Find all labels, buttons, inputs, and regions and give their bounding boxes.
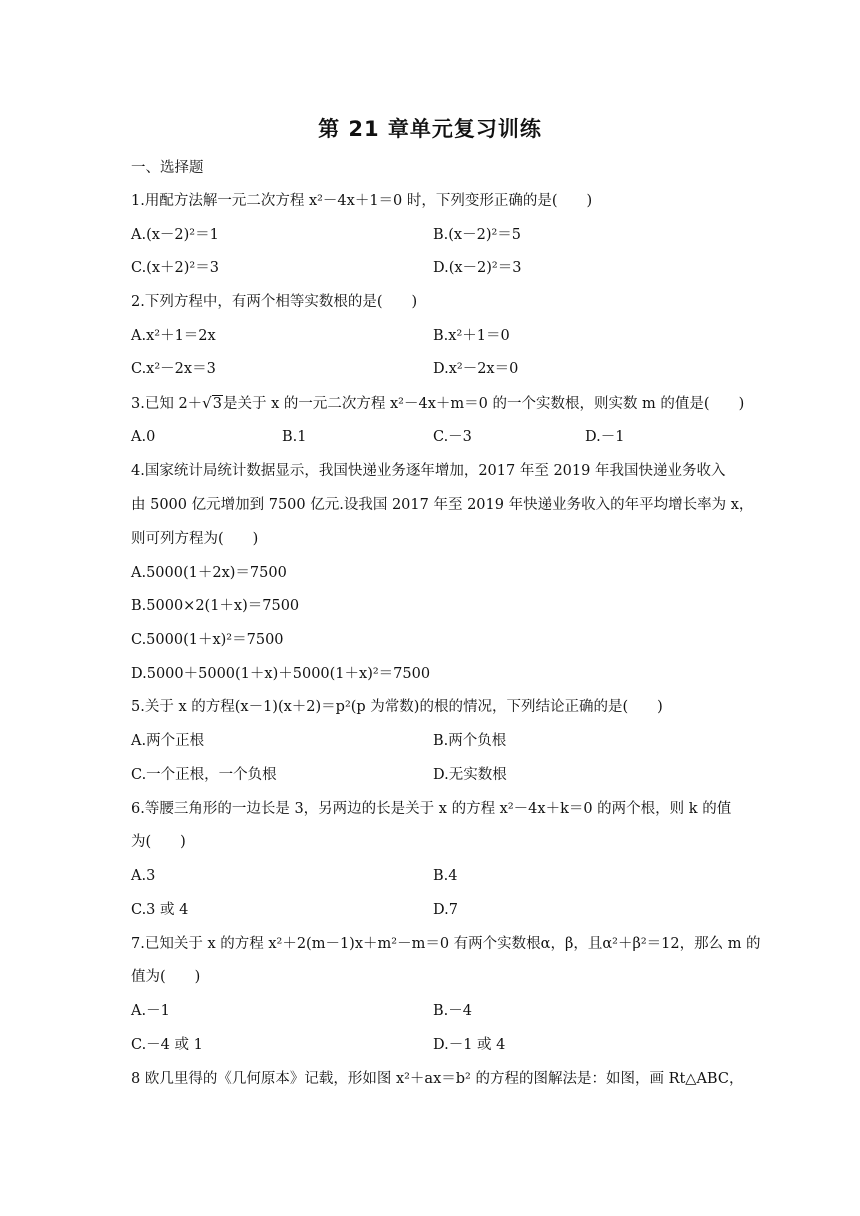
question-6-option-a: A.3	[131, 868, 156, 884]
page-title: 第 21 章单元复习训练	[318, 117, 542, 141]
question-7-option-d: D.－1 或 4	[433, 1037, 506, 1053]
question-6-option-c: C.3 或 4	[131, 902, 189, 918]
question-8-line-1: 8 欧几里得的《几何原本》记载，形如图 x²＋ax＝b² 的方程的图解法是：如图，画 Rt△ABC，	[131, 1071, 744, 1087]
question-7-option-b: B.－4	[433, 1003, 472, 1019]
question-5-stem: 5.关于 x 的方程(x－1)(x＋2)＝p²(p 为常数)的根的情况，下列结论正确的是( )	[131, 699, 663, 715]
question-6-line-2: 为( )	[131, 834, 186, 850]
question-2-option-d: D.x²－2x＝0	[433, 361, 519, 377]
question-2-stem: 2.下列方程中，有两个相等实数根的是( )	[131, 294, 418, 310]
square-root	[202, 393, 223, 414]
radical-sign-icon: √	[202, 394, 212, 412]
question-6-line-1: 6.等腰三角形的一边长是 3，另两边的长是关于 x 的方程 x²－4x＋k＝0 的两个根，则 k 的值	[131, 801, 732, 817]
question-3-stem	[131, 393, 744, 414]
question-4-option-d: D.5000＋5000(1＋x)＋5000(1＋x)²＝7500	[131, 666, 431, 682]
question-4-line-1: 4.国家统计局统计数据显示，我国快递业务逐年增加，2017 年至 2019 年我国快递业务收入	[131, 463, 726, 479]
question-3-option-c: C.－3	[433, 429, 472, 445]
question-7-line-1: 7.已知关于 x 的方程 x²＋2(m－1)x＋m²－m＝0 有两个实数根α，β，且α²＋β²＝12，那么 m 的	[131, 936, 761, 952]
question-2-option-b: B.x²＋1＝0	[433, 328, 510, 344]
question-5-option-d: D.无实数根	[433, 767, 507, 783]
question-4-option-c: C.5000(1＋x)²＝7500	[131, 632, 284, 648]
question-5-option-a: A.两个正根	[131, 733, 205, 749]
section-heading: 一、选择题	[131, 160, 204, 176]
question-3-option-d: D.－1	[585, 429, 625, 445]
question-5-option-b: B.两个负根	[433, 733, 507, 749]
question-1-option-a: A.(x－2)²＝1	[131, 227, 219, 243]
question-4-option-b: B.5000×2(1＋x)＝7500	[131, 598, 300, 614]
question-3-stem-prefix: 3.已知 2＋	[131, 396, 203, 412]
question-3-option-b: B.1	[282, 429, 307, 445]
radicand: 3	[212, 396, 222, 412]
question-3-stem-suffix: 是关于 x 的一元二次方程 x²－4x＋m＝0 的一个实数根，则实数 m 的值是( )	[222, 396, 745, 412]
question-6-option-b: B.4	[433, 868, 458, 884]
question-6-option-d: D.7	[433, 902, 458, 918]
question-7-option-a: A.－1	[131, 1003, 170, 1019]
question-7-line-2: 值为( )	[131, 969, 201, 985]
question-3-option-a: A.0	[131, 429, 156, 445]
question-1-option-b: B.(x－2)²＝5	[433, 227, 522, 243]
question-4-option-a: A.5000(1＋2x)＝7500	[131, 565, 287, 581]
question-1-stem: 1.用配方法解一元二次方程 x²－4x＋1＝0 时，下列变形正确的是( )	[131, 193, 593, 209]
question-4-line-3: 则可列方程为( )	[131, 531, 259, 547]
question-2-option-a: A.x²＋1＝2x	[131, 328, 216, 344]
question-7-option-c: C.－4 或 1	[131, 1037, 203, 1053]
question-2-option-c: C.x²－2x＝3	[131, 361, 216, 377]
question-4-line-2: 由 5000 亿元增加到 7500 亿元.设我国 2017 年至 2019 年快递业务收入的年平均增长率为 x，	[131, 497, 754, 513]
question-1-option-d: D.(x－2)²＝3	[433, 260, 522, 276]
question-1-option-c: C.(x＋2)²＝3	[131, 260, 219, 276]
question-5-option-c: C.一个正根，一个负根	[131, 767, 277, 783]
